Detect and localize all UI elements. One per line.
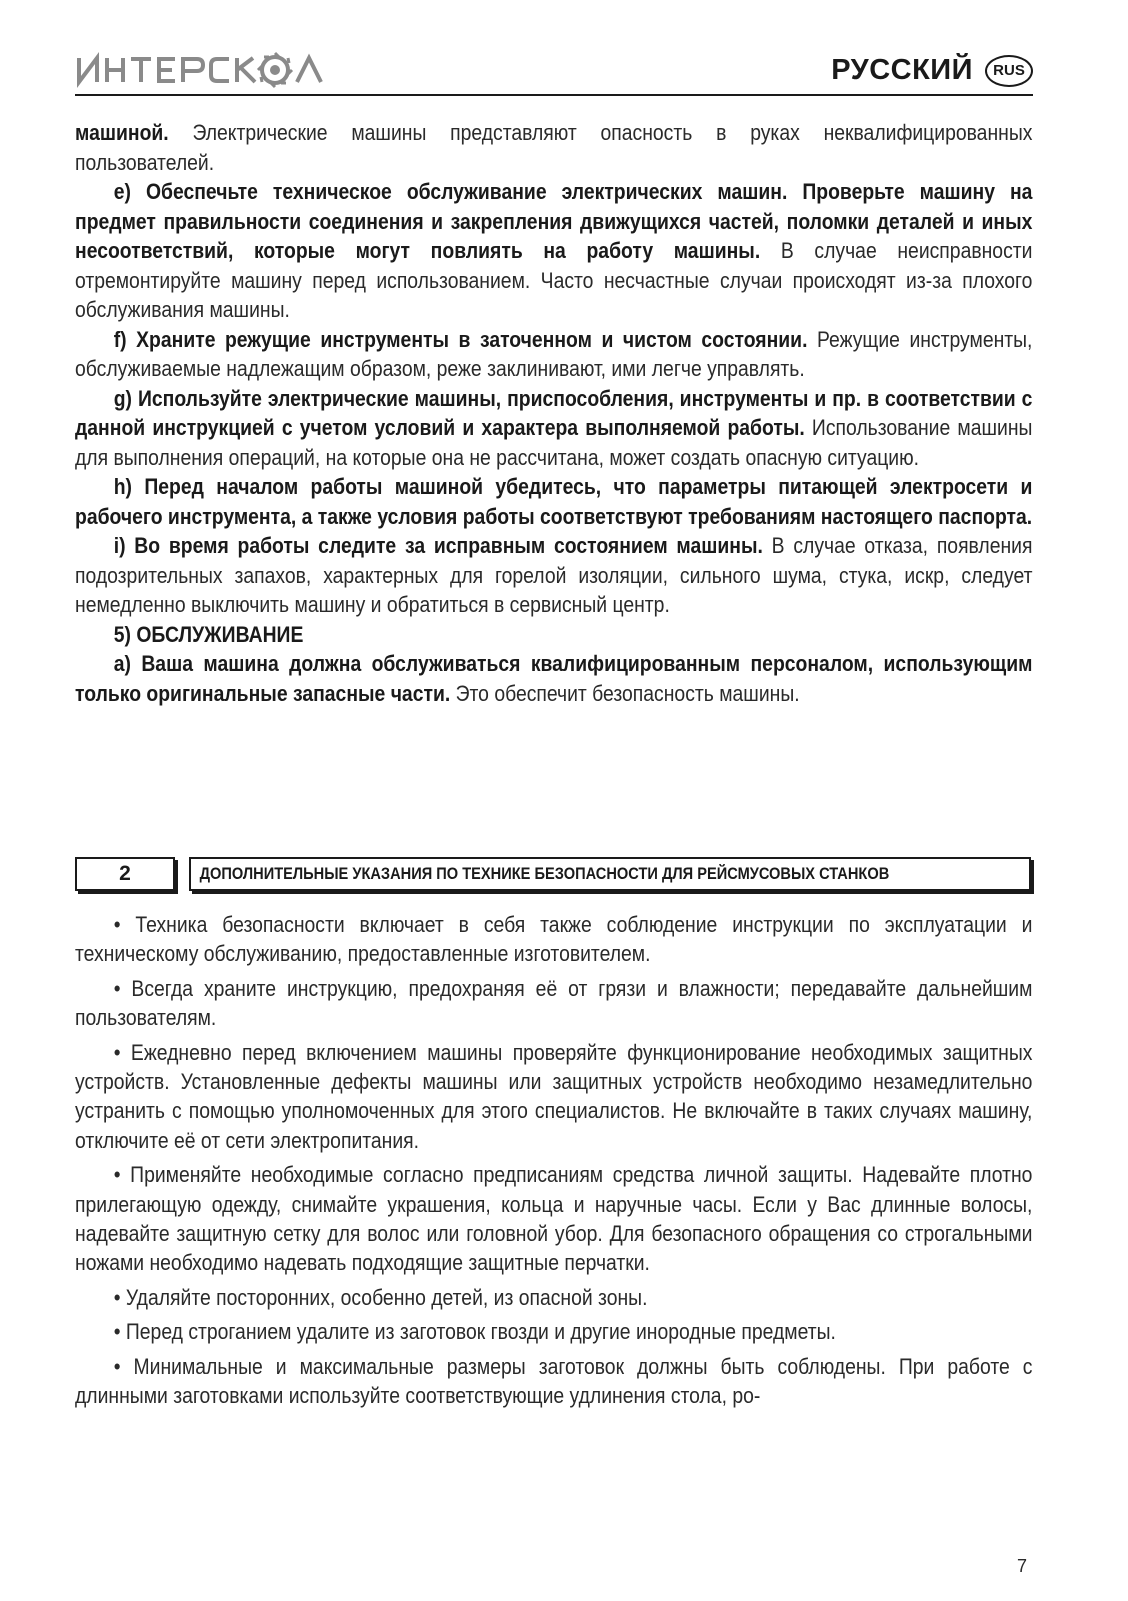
saw-blade-icon xyxy=(258,53,292,87)
list-item: • Минимальные и максимальные размеры заготовок должны быть соблюдены. При работе с длинными заготовками используйте соответствующие удлинения стола, ро- xyxy=(75,1353,1033,1409)
language-indicator xyxy=(831,54,1033,87)
paragraph: a) Ваша машина должна обслуживаться квалифицированным персоналом, использующим только оригинальные запасные части. Это обеспечит безопасность машины. xyxy=(75,651,1033,706)
language-title: РУССКИЙ xyxy=(831,54,973,86)
list-item: • Перед строганием удалите из заготовок гвозди и другие инородные предметы. xyxy=(113,1319,836,1345)
section-number: 2 xyxy=(75,857,175,891)
subsection-heading: 5) ОБСЛУЖИВАНИЕ xyxy=(113,621,304,647)
section-header xyxy=(75,857,1033,893)
bullet-list xyxy=(75,910,1033,1411)
paragraph: i) Во время работы следите за исправным состоянием машины. В случае отказа, появления подозрительных запахов, характерных для горелой изоляции, сильного шума, стука, искр, следует немедленно выключить машину и обратиться в сервисный центр. xyxy=(75,533,1033,617)
safety-text-block xyxy=(75,118,1033,708)
list-item: • Техника безопасности включает в себя также соблюдение инструкции по эксплуатации и техническому обслуживанию, предоставленные изготовителем. xyxy=(75,912,1033,967)
paragraph: f) Храните режущие инструменты в заточенном и чистом состоянии. Режущие инструменты, обслуживаемые надлежащим образом, реже заклинивают, ими легче управлять. xyxy=(75,326,1033,381)
list-item: • Применяйте необходимые согласно предписаниям средства личной защиты. Надевайте плотно прилегающую одежду, снимайте украшения, кольца и наручные часы. Если у Вас длинные волосы, надевайте защитную сетку для волос или головной убор. Для безопасного обращения со строгальными ножами необходимо надевать подходящие защитные перчатки. xyxy=(75,1162,1033,1276)
page-header xyxy=(75,50,1033,96)
list-item: • Ежедневно перед включением машины проверяйте функционирование необходимых защитных устройств. Установленные дефекты машины или защитных устройств необходимо незамедлительно устранить с помощью уполномоченных для этого специалистов. Не включайте в таких случаях машину, отключите её от сети электропитания. xyxy=(75,1039,1033,1153)
paragraph: машиной. Электрические машины представляют опасность в руках неквалифицированных пользователей. xyxy=(75,120,1033,175)
section-title-box xyxy=(189,857,1031,891)
header-divider xyxy=(75,94,1033,96)
paragraph: g) Используйте электрические машины, приспособления, инструменты и пр. в соответствии с данной инструкцией с учетом условий и характера выполняемой работы. Использование машины для выполнения операций, на которые она не рассчитана, может создать опасную ситуацию. xyxy=(75,385,1033,470)
language-code-badge: RUS xyxy=(985,55,1033,87)
section-title: ДОПОЛНИТЕЛЬНЫЕ УКАЗАНИЯ ПО ТЕХНИКЕ БЕЗОПАСНОСТИ ДЛЯ РЕЙСМУСОВЫХ СТАНКОВ xyxy=(199,864,890,883)
paragraph: h) Перед началом работы машиной убедитесь, что параметры питающей электросети и рабочего инструмента, а также условия работы соответствуют требованиям настоящего паспорта. xyxy=(75,474,1033,529)
paragraph: e) Обеспечьте техническое обслуживание электрических машин. Проверьте машину на предмет правильности соединения и закрепления движущихся частей, поломки деталей и иных несоответствий, которые могут повлиять на работу машины. В случае неисправности отремонтируйте машину перед использованием. Часто несчастные случаи происходят из-за плохого обслуживания машины. xyxy=(75,179,1033,322)
page-number: 7 xyxy=(1017,1556,1028,1576)
brand-logo xyxy=(75,50,325,95)
list-item: • Удаляйте посторонних, особенно детей, из опасной зоны. xyxy=(113,1284,648,1310)
list-item: • Всегда храните инструкцию, предохраняя её от грязи и влажности; передавайте дальнейшим пользователям. xyxy=(75,975,1033,1031)
interskol-logo-graphic xyxy=(75,50,325,90)
